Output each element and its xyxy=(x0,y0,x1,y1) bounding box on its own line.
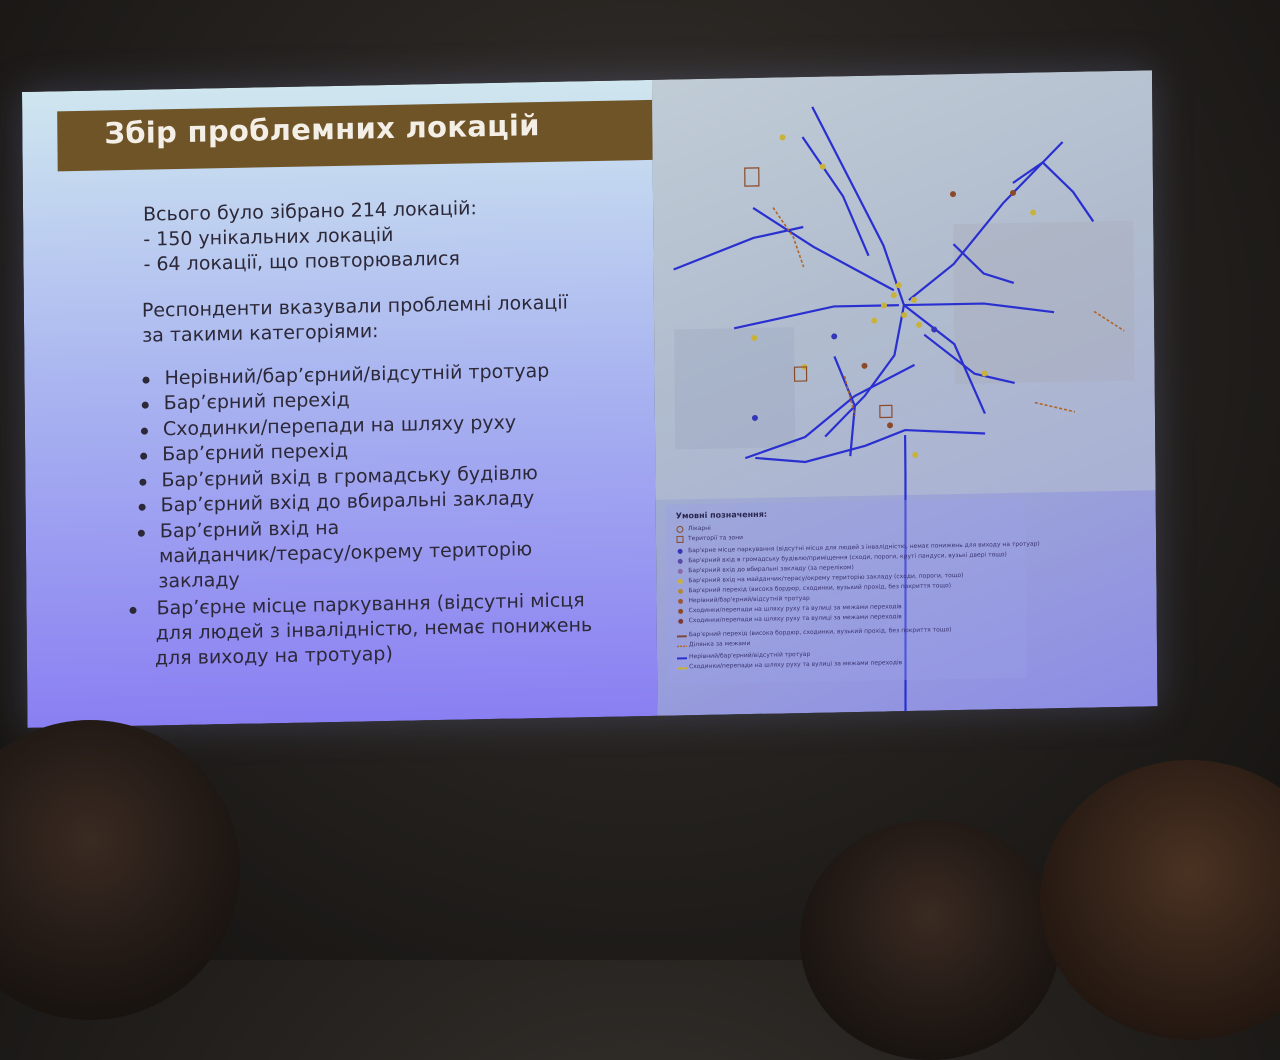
dot-icon xyxy=(676,587,684,595)
bullet-dot xyxy=(142,402,149,409)
legend-item: Бар'єрне місце паркування (відсутні місця для людей з інвалідністю, немає понижень для виходу на тротуар) xyxy=(688,540,1040,554)
legend-item: Бар'єрний перехід (висока бордюр, сходинки, вузький прохід, без покриття тощо) xyxy=(688,582,951,594)
category-item-continued: майданчик/терасу/окрему територію xyxy=(159,538,532,567)
category-item: Бар’єрне місце паркування (відсутні місця xyxy=(156,589,584,619)
bullet-dot xyxy=(130,607,137,614)
summary-line: - 64 локації, що повторювалися xyxy=(143,248,460,276)
intro-line: за такими категоріями: xyxy=(142,320,379,347)
legend-item: Бар'єрний вхід до вбиральні закладу (за переліком) xyxy=(688,564,854,574)
line-icon xyxy=(677,665,687,671)
map-panel xyxy=(652,70,1158,716)
legend-item: Сходинки/перепади на шляху руху та вулиці за межами переходів xyxy=(689,603,902,614)
slide-content xyxy=(22,80,658,728)
audience-head xyxy=(1040,760,1280,1040)
category-item: Бар’єрний перехід xyxy=(164,389,350,415)
line-icon xyxy=(677,655,687,661)
legend-item: Ділянка за межами xyxy=(689,640,750,648)
bullet-dot xyxy=(141,428,148,435)
bullet-dot xyxy=(139,504,146,511)
legend-item: Бар'єрний вхід на майданчик/терасу/окрему територію закладу (сходи, пороги, тощо) xyxy=(688,572,963,584)
audience-head xyxy=(0,720,240,1020)
category-item-continued: для людей з інвалідністю, немає понижень xyxy=(156,614,593,644)
dot-icon xyxy=(677,617,685,625)
category-item: Нерівний/бар’єрний/відсутній тротуар xyxy=(164,360,549,389)
legend-item: Нерівний/бар'єрний/відсутній тротуар xyxy=(689,651,810,660)
dot-icon xyxy=(676,547,684,555)
dot-icon xyxy=(676,597,684,605)
bullet-dot xyxy=(139,479,146,486)
legend-item: Сходинки/перепади на шляху руху та вулиці за межами переходів xyxy=(689,613,902,624)
projection-screen xyxy=(22,70,1158,728)
category-item: Сходинки/перепади на шляху руху xyxy=(163,412,516,441)
map-field xyxy=(674,327,795,449)
slide-text-panel xyxy=(22,80,658,728)
legend-item: Нерівний/бар'єрний/відсутній тротуар xyxy=(688,595,809,604)
category-item: Бар’єрний вхід до вбиральні закладу xyxy=(161,487,535,516)
audience-head xyxy=(800,820,1060,1060)
bullet-dot xyxy=(140,453,147,460)
dot-icon xyxy=(676,577,684,585)
intro-line: Респонденти вказували проблемні локації xyxy=(142,292,568,322)
category-item: Бар’єрний перехід xyxy=(162,440,348,466)
dashed-line-icon xyxy=(677,643,687,649)
legend-title: Умовні позначення: xyxy=(676,510,767,521)
territory-icon xyxy=(676,535,684,543)
bullet-dot xyxy=(143,377,150,384)
legend-item: Сходинки/перепади на шляху руху та вулиці за межами переходів xyxy=(689,659,902,670)
map-field xyxy=(953,221,1134,384)
summary-line: - 150 унікальних локацій xyxy=(143,224,393,251)
hospital-icon xyxy=(676,525,684,533)
line-icon xyxy=(677,633,687,639)
category-item-continued: для виходу на тротуар) xyxy=(155,643,393,670)
legend-item: Території та зони xyxy=(688,534,743,542)
category-item-continued: закладу xyxy=(158,569,240,593)
legend-item: Бар'єрний вхід в громадську будівлю/приміщення (сходи, пороги, круті пандуси, вузькі двері тощо) xyxy=(688,551,1007,564)
category-item: Бар’єрний вхід на xyxy=(160,517,340,542)
category-item: Бар’єрний вхід в громадську будівлю xyxy=(161,462,538,491)
dot-icon xyxy=(677,607,685,615)
dot-icon xyxy=(676,557,684,565)
bullet-dot xyxy=(138,530,145,537)
dot-icon xyxy=(676,567,684,575)
legend-item: Лікарні xyxy=(688,525,711,532)
legend-item: Бар'єрний перехід (висока бордюр, сходинки, вузький прохід, без покриття тощо) xyxy=(689,626,952,638)
slide-title: Збір проблемних локацій xyxy=(104,108,540,150)
summary-line: Всього було зібрано 214 локацій: xyxy=(143,197,477,225)
